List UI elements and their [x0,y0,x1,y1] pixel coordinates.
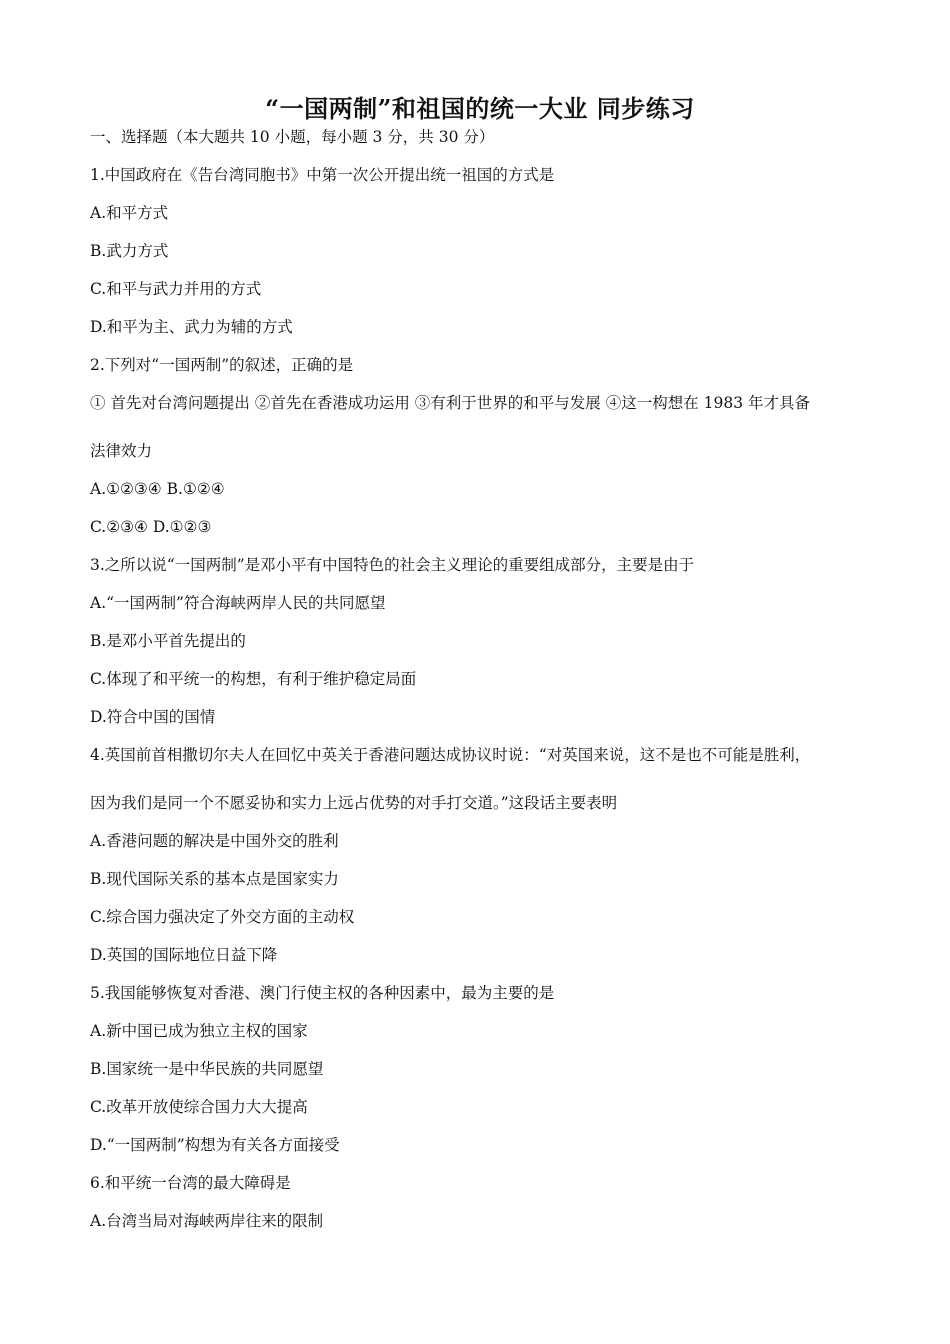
q2-statements: ① 首先对台湾问题提出 ②首先在香港成功运用 ③有利于世界的和平与发展 ④这一构想在 1983 年才具备 [90,394,811,412]
q5-stem: 5.我国能够恢复对香港、澳门行使主权的各种因素中，最为主要的是 [90,984,555,1002]
q4-option-b: B.现代国际关系的基本点是国家实力 [90,870,339,888]
q5-option-c: C.改革开放使综合国力大大提高 [90,1098,308,1116]
q3-option-d: D.符合中国的国情 [90,708,216,726]
q2-option-ab: A.①②③④ B.①②④ [90,480,225,498]
q4-option-c: C.综合国力强决定了外交方面的主动权 [90,908,355,926]
q1-option-b: B.武力方式 [90,242,169,260]
page-title: “一国两制”和祖国的统一大业 同步练习 [265,94,695,123]
q3-option-a: A.“一国两制”符合海峡两岸人民的共同愿望 [90,594,386,612]
q5-option-b: B.国家统一是中华民族的共同愿望 [90,1060,324,1078]
q3-option-b: B.是邓小平首先提出的 [90,632,246,650]
q1-option-d: D.和平为主、武力为辅的方式 [90,318,293,336]
q1-option-a: A.和平方式 [90,204,169,222]
q4-stem-cont: 因为我们是同一个不愿妥协和实力上远占优势的对手打交道。”这段话主要表明 [90,794,618,812]
q6-option-a: A.台湾当局对海峡两岸往来的限制 [90,1212,324,1230]
question-list [90,164,870,1232]
q6-stem: 6.和平统一台湾的最大障碍是 [90,1174,291,1192]
q4-option-a: A.香港问题的解决是中国外交的胜利 [90,832,339,850]
q4-stem: 4.英国前首相撒切尔夫人在回忆中英关于香港问题达成协议时说：“对英国来说，这不是也不可能是胜利， [90,746,811,764]
q2-option-cd: C.②③④ D.①②③ [90,518,212,536]
q5-option-d: D.“一国两制”构想为有关各方面接受 [90,1136,340,1154]
q3-option-c: C.体现了和平统一的构想，有利于维护稳定局面 [90,670,417,688]
q1-option-c: C.和平与武力并用的方式 [90,280,262,298]
q2-statements-cont: 法律效力 [90,442,153,460]
q5-option-a: A.新中国已成为独立主权的国家 [90,1022,308,1040]
q1-stem: 1.中国政府在《告台湾同胞书》中第一次公开提出统一祖国的方式是 [90,166,555,184]
q2-stem: 2.下列对“一国两制”的叙述，正确的是 [90,356,354,374]
q4-option-d: D.英国的国际地位日益下降 [90,946,278,964]
q3-stem: 3.之所以说“一国两制”是邓小平有中国特色的社会主义理论的重要组成部分，主要是由于 [90,556,695,574]
section-heading: 一、选择题（本大题共 10 小题，每小题 3 分，共 30 分） [90,128,495,146]
